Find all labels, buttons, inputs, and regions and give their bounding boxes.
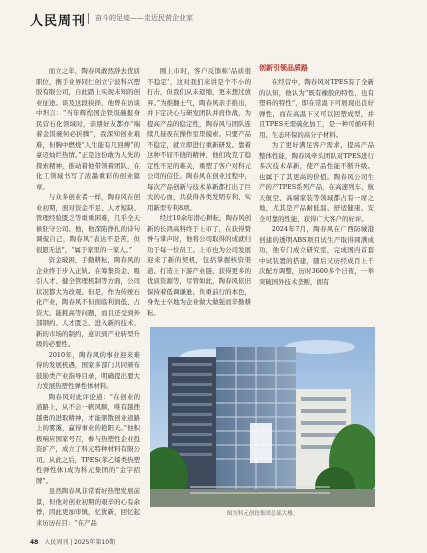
paragraph: 刚上市时，客户反馈称‘品质很不稳定’，这对我们来讲是个不小的打击，但我们从未退缩，更未想过放弃。”为推翻士气，陶春风亲手推出，并下定决心与研发团队并肩作战，为提高产品的稳定性，陶春风与团队连续几昼夜在操作室里摸索。只要产品不稳定，就立即进行重新研发。靠着这种不屈不挠的精神，他们攻克了稳定性不足的难关，重塑了客户对科元公司的信任。陶春风在创业过程中，每次产品创新与技术革新都打出了巨大的心血，共获得各类发明专利、实用新型专利8项。 (147, 67, 251, 212)
paragraph: 经过10余年潜心耕耘，陶春风创新的长鸿高科终于上市了，在获得赞誉与掌声时，他将公司取得的成就归功于每一位员工。上市也为公司发展迎来了新的契机，包括掌握核资渠道、打造上下游产业链、获得更多的优质资源等，尽管如此，陶春风依旧保持着低调谦逊、负重前行的本色，身先士卒地为企业做大做强而辛勤耕耘。 (147, 214, 252, 317)
page-number: 48 (30, 539, 39, 546)
article-column-2 (147, 66, 251, 318)
photo-caption: 图为科元创投集团总部大楼。 (226, 511, 299, 517)
building-photo-illustration (150, 327, 375, 507)
paragraph: 陶春风对此评论道：“在创业的道路上，从不会一帆风顺，唯有越挫越勇的进取精神，才能驱散创业道路上的雾霭，赢得事业的艳阳天。”他积极响应国家号召，参与热塑性企业投资扩产，成立了科元特种材料有限公司。从此之后，TPES(苯乙烯类热塑性弹性体)成为科元集团的“金字招牌”。 (36, 392, 140, 485)
section-heading: 创新引领品质路 (259, 64, 308, 72)
page-footer (30, 537, 115, 546)
paragraph: 为了更好满足客户需求，提高产品整体性能，陶春风牵头团队对TPES进行多次技术革新，使产品性能不断升级。也属于了其更高的价值。陶春风公司生产的产TPES系列产品，在高速列车、航天航空、高端家装等领域都占有一席之地，尤其是产品耐低温、舒适健康、安全可靠的性能，获得广大客户的好评。 (259, 141, 374, 223)
paragraph: 虽然陶春风非常看好热塑发展前景，但他对创业初期的艰辛的心有余悸，因此更加审慎，忆犹新，回忆起来历历在目：“在产品 (36, 487, 140, 527)
page-header (0, 0, 427, 38)
magazine-brand: 人民周刊 (30, 14, 87, 29)
column-tagline: 奋斗的足迹——走近民营企业家 (95, 14, 193, 22)
header-divider (88, 13, 89, 24)
article-column-1 (36, 66, 140, 528)
article-column-3 (259, 63, 374, 287)
paragraph: 资金破困，手勤耕耘，陶春风的企业终于步入正轨。在筹集资金、吸引人才、健全管理机制等方面，公司状况都大为改观。但是，作为传统石化产业，陶春风不但面临利润低、占资大、能耗高等问题，而且还受到外部钢约、人才匮乏、进入新的技术、新的市场的制约，意识到产业转型升级的必要性。 (36, 256, 140, 348)
paragraph: 而立之年，陶春风敢然辞去优质职位，携手业界同仁创立宁波科兴塑胶有限公司，自此踏上实现未知的创业征途。谈及这段抉择，他曾在访谈中坦言：“当年辉煌国企铁饭碗报身民营石化领域时，亲朋好友都亦“端着金饭碗何必折腾”，我深知创业艰难，但胸中燃烧“人生能有几回搏”的豪迈灿烂热情。”正是这份敢为人先的探索精神，推动着他带领着团队，在化工领域书写了浓墨重彩的创业篇章。 (36, 67, 140, 191)
headquarters-building-photo (150, 327, 375, 507)
issue-info: 人民周刊 | 2025年第10期 (44, 539, 116, 546)
paragraph: 与众多创业者一样，陶春风在创业初期，面对资金不足、人才短缺、管理经验匮乏等重重困难，几乎全天候驻守公司。他，他深陷挣扎的诗句调侃自己，陶春风“表达不是苦，但很愿无法”，“属于家里的一家人。” (36, 193, 140, 254)
paragraph: 2010年，陶春风的事业迎来难得的发展机遇，国家多部门共同颁布鼓励类产业指导目录，明确提出要大力发展热塑性弹性体材料。 (36, 350, 140, 390)
paragraph: 在经营中，陶春风对TPES有了全新的认知，他认为“既有橡胶的特性，也有塑料的特性”，即在常温下可展现出良好弹性，而在高温下又可以回塑成型，并且TPES无需硫化加工，是一种可循环利用、生态环保的高分子材料。 (259, 78, 374, 139)
paragraph: 2024年7月，陶春风在广西防城港创建的透明ABS项目试生产取得圆满成功，他专门成立研究室，完成国内首套中试装置的搭建，随后又历经成百上千次配方调整，历时3600多个日夜，一举突破国外技术垄断，拥有 (259, 225, 374, 286)
